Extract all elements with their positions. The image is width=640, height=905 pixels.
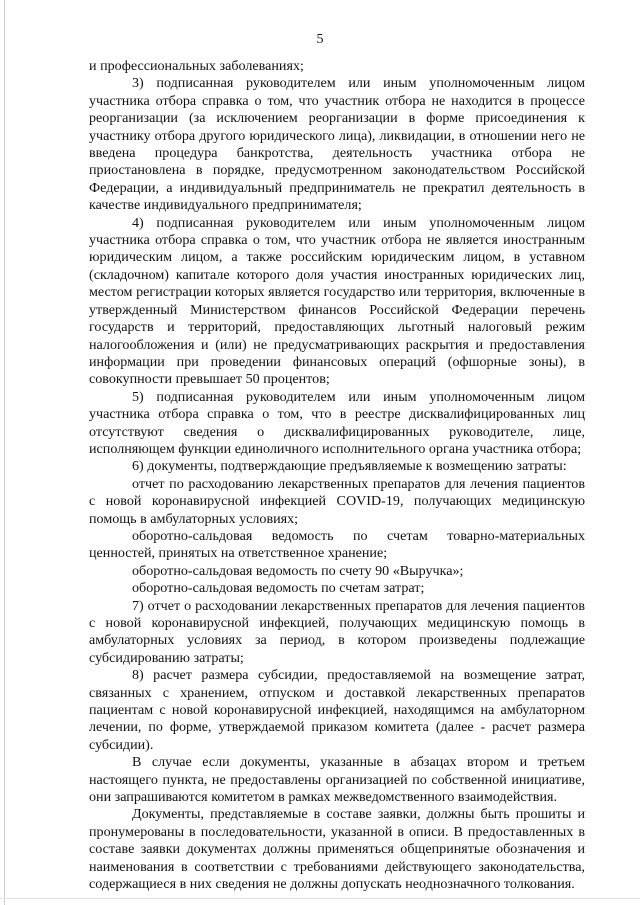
paragraph: оборотно-сальдовая ведомость по счету 90 «Выручка»;: [132, 562, 464, 579]
paragraph: 8) расчет размера субсидии, предоставляемой на возмещение затрат, связанных с хранением, отпуском и доставкой лекарственных препаратов пациентам с новой коронавирусной инфекцией, находящимся на амбулаторном лечении, по форме, утверждаемой приказом комитета (далее - расчет размера субсидии).: [89, 667, 585, 753]
paragraph: оборотно-сальдовая ведомость по счетам затрат;: [132, 580, 425, 597]
paragraph: и профессиональных заболеваниях;: [89, 58, 304, 74]
page-number: 5: [316, 32, 324, 47]
document-body: [89, 58, 585, 894]
paragraph: В случае если документы, указанные в абзацах втором и третьем настоящего пункта, не предоставлены организацией по собственной инициативе, они запрашиваются комитетом в рамках межведомственного взаимодействия.: [89, 754, 585, 806]
paragraph: отчет по расходованию лекарственных препаратов для лечения пациентов с новой коронавирусной инфекцией COVID-19, получающих медицинскую помощь в амбулаторных условиях;: [89, 475, 585, 527]
paragraph: 7) отчет о расходовании лекарственных препаратов для лечения пациентов с новой коронавирусной инфекцией, получающих медицинскую помощь в амбулаторных условиях за период, в котором произведены подлежащие субсидированию затраты;: [89, 597, 585, 666]
paragraph: 5) подписанная руководителем или иным уполномоченным лицом участника отбора справка о том, что в реестре дисквалифицированных лиц отсутствуют сведения о дисквалифицированных руководителе, лице, исполняющем функции единоличного исполнительного органа участника отбора;: [89, 388, 585, 457]
paragraph: Документы, представляемые в составе заявки, должны быть прошиты и пронумерованы в последовательности, указанной в описи. В предоставленных в составе заявки документах должны применяться общепринятые обозначения и наименования в соответствии с требованиями действующего законодательства, содержащиеся в них сведения не должны допускать неоднозначного толкования.: [89, 806, 585, 893]
scan-edge-left: [4, 0, 5, 905]
paragraph: оборотно-сальдовая ведомость по счетам товарно-материальных ценностей, принятых на ответственное хранение;: [89, 527, 585, 562]
scan-edge-bottom: [0, 898, 640, 899]
paragraph: 3) подписанная руководителем или иным уполномоченным лицом участника отбора справка о том, что участник отбора не находится в процессе реорганизации (за исключением реорганизации в форме присоединения к участнику отбора другого юридического лица), ликвидации, в отношении него не введена процедура банкротства, деятельность участника отбора не приостановлена в порядке, предусмотренном законодательством Российской Федерации, а индивидуальный предприниматель не прекратил деятельность в качестве индивидуального предпринимателя;: [89, 75, 585, 214]
paragraph: 4) подписанная руководителем или иным уполномоченным лицом участника отбора справка о том, что участник отбора не является иностранным юридическим лицом, а также российским юридическим лицом, в уставном (складочном) капитале которого доля участия иностранных юридических лиц, местом регистрации которых является государство или территория, включенные в утвержденный Министерством финансов Российской Федерации перечень государств и территорий, предоставляющих льготный налоговый режим налогообложения и (или) не предусматривающих раскрытия и предоставления информации при проведении финансовых операций (офшорные зоны), в совокупности превышает 50 процентов;: [89, 214, 585, 388]
paragraph: 6) документы, подтверждающие предъявляемые к возмещению затраты:: [132, 458, 567, 475]
